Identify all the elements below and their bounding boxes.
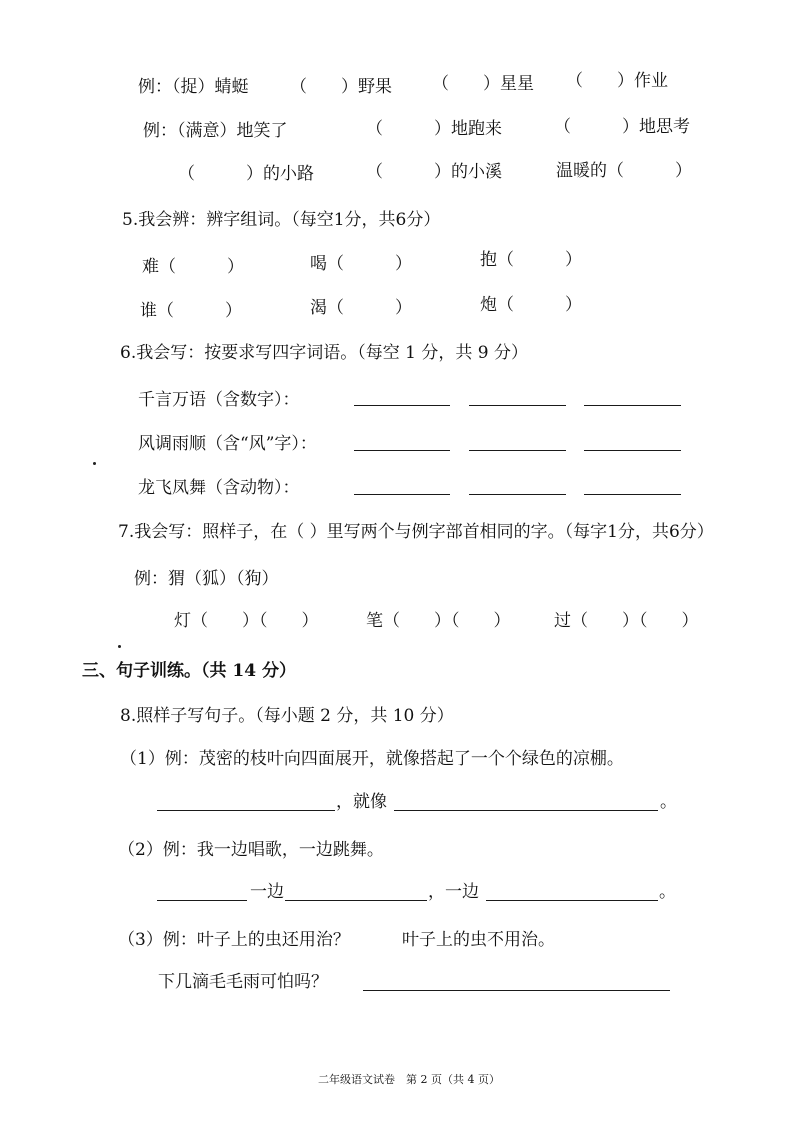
q8-s2-connector: 一边 <box>250 882 284 902</box>
q5-item: 喝（ ） <box>310 254 412 274</box>
scan-speck <box>93 462 96 465</box>
q7-item: 灯（ ）（ ） <box>174 611 319 631</box>
q5-item: 谁（ ） <box>140 301 242 321</box>
answer-line <box>285 900 427 901</box>
q6-row-label: 风调雨顺（含“风”字）： <box>138 434 317 454</box>
q5-item: 渴（ ） <box>310 298 412 318</box>
answer-line <box>157 810 335 811</box>
answer-line <box>486 900 658 901</box>
quantifier-example: 例：（捉）蜻蜓 <box>138 77 249 97</box>
q6-row-label: 龙飞凤舞（含动物）： <box>138 478 300 498</box>
phrase-item: （ ）的小溪 <box>366 162 502 182</box>
scan-speck <box>118 645 121 648</box>
q5-item: 炮（ ） <box>480 295 582 315</box>
q5-item: 抱（ ） <box>480 250 582 270</box>
answer-line <box>469 405 566 406</box>
q8-s2-period: 。 <box>659 882 676 902</box>
answer-line <box>584 405 681 406</box>
answer-line <box>354 494 450 495</box>
quantifier-item: （ ）星星 <box>432 74 534 94</box>
answer-line <box>469 450 566 451</box>
q5-item: 难（ ） <box>142 257 244 277</box>
q8-s3-answer: 叶子上的虫不用治。 <box>402 930 555 950</box>
answer-line <box>354 450 450 451</box>
phrase-item: 温暖的（ ） <box>556 161 692 181</box>
q7-item: 笔（ ）（ ） <box>366 611 511 631</box>
q7-title: 7.我会写：照样子，在（ ）里写两个与例字部首相同的字。（每字1分，共6分） <box>118 522 714 542</box>
q8-s2-example: （2）例：我一边唱歌，一边跳舞。 <box>118 840 384 860</box>
q5-title: 5.我会辨：辨字组词。（每空1分，共6分） <box>122 210 441 230</box>
q8-s2-connector: ，一边 <box>428 882 479 902</box>
q7-item: 过（ ）（ ） <box>554 611 699 631</box>
section-3-heading: 三、句子训练。（共 14 分） <box>82 661 296 681</box>
q8-s1-period: 。 <box>660 792 677 812</box>
q8-title: 8.照样子写句子。（每小题 2 分，共 10 分） <box>120 706 454 726</box>
adverb-example: 例：（满意）地笑了 <box>143 121 288 141</box>
answer-line <box>363 990 670 991</box>
quantifier-item: （ ）作业 <box>566 71 668 91</box>
answer-line <box>584 450 681 451</box>
q7-example: 例：猬（狐）（狗） <box>134 569 279 589</box>
page-footer: 二年级语文试卷 第 2 页（共 4 页） <box>318 1073 500 1086</box>
q8-s1-example: （1）例：茂密的枝叶向四面展开，就像搭起了一个个绿色的凉棚。 <box>120 749 624 769</box>
q8-s1-connector: ，就像 <box>336 792 387 812</box>
quantifier-item: （ ）野果 <box>290 77 392 97</box>
answer-line <box>354 405 450 406</box>
phrase-item: （ ）的小路 <box>178 164 314 184</box>
answer-line <box>469 494 566 495</box>
q6-title: 6.我会写：按要求写四字词语。（每空 1 分，共 9 分） <box>120 343 528 363</box>
answer-line <box>394 810 658 811</box>
adverb-item: （ ）地思考 <box>554 117 690 137</box>
answer-line <box>157 900 247 901</box>
q6-row-label: 千言万语（含数字）： <box>138 390 300 410</box>
q8-s3-example: （3）例：叶子上的虫还用治？ <box>118 930 350 950</box>
answer-line <box>584 494 681 495</box>
adverb-item: （ ）地跑来 <box>366 119 502 139</box>
q8-s3-question: 下几滴毛毛雨可怕吗？ <box>158 972 328 992</box>
